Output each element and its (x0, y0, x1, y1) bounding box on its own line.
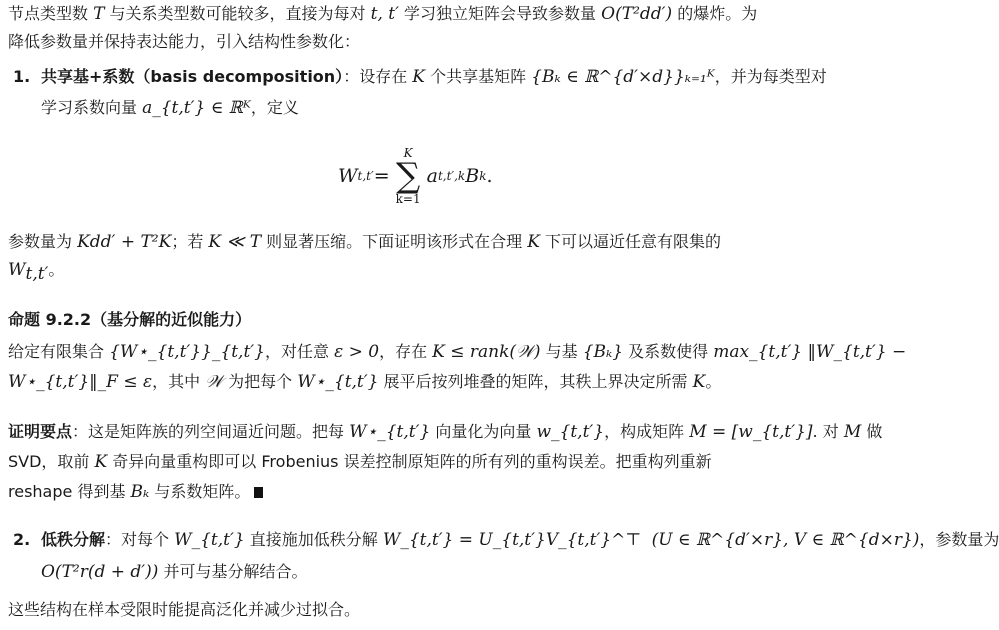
math-big-o: O(T²dd′) (601, 4, 673, 24)
eq-basis: B (465, 165, 480, 187)
eq-period: . (486, 165, 493, 187)
text: ，其中 (152, 372, 206, 391)
text: ；若 (171, 232, 209, 251)
intro-line-1 (8, 2, 837, 26)
eq-lhs: W (338, 165, 358, 187)
text: 向量化为向量 (430, 422, 537, 441)
text: 做 (861, 422, 883, 441)
sum-upper-limit: K (403, 146, 413, 160)
proposition-title: 命题 9.2.2（基分解的近似能力） (8, 310, 252, 329)
math-w: w_{t,t′} (536, 422, 605, 442)
math-spaces: (U ∈ ℝ^{d′×r}, V ∈ ℝ^{d×r}) (651, 530, 920, 550)
math-rank: K ≤ rank(𝒲) (432, 342, 541, 362)
text: ，存在 (379, 342, 433, 361)
eq-equals: = (373, 165, 390, 187)
text: ：这是矩阵族的列空间逼近问题。把每 (72, 422, 350, 441)
text: ，参数量为 (919, 530, 999, 549)
text: SVD，取前 (8, 452, 95, 471)
item-2-number: 2. (13, 530, 31, 549)
math-condition: K ≪ T (208, 232, 262, 252)
text: 。 (48, 260, 65, 279)
item-1-line-1 (41, 65, 837, 89)
proof-line-2 (8, 450, 837, 474)
item-1-title: 共享基+系数（basis decomposition） (41, 67, 344, 86)
text: 及系数使得 (623, 342, 714, 361)
math-W: W (8, 260, 26, 280)
proof-line-1 (8, 420, 883, 444)
text: . 对 (812, 422, 844, 441)
text: ，并为每类型对 (714, 67, 827, 86)
math-set: {W⋆_{t,t′}}_{t,t′} (109, 342, 265, 362)
text: 并可与基分解结合。 (158, 562, 308, 581)
text: 与系数矩阵。 (149, 482, 251, 501)
params-line-2 (8, 258, 837, 286)
conclusion: 这些结构在样本受限时能提高泛化并减少过拟合。 (8, 600, 361, 619)
text: 节点类型数 (8, 4, 94, 23)
eq-coef: a (426, 165, 438, 187)
text: ，对任意 (264, 342, 335, 361)
intro-line-2: 降低参数量并保持表达能力，引入结构性参数化： (8, 32, 361, 51)
text: 个共享基矩阵 (424, 67, 532, 86)
math-max: max_{t,t′} ‖W_{t,t′} − (713, 342, 907, 362)
proof-line-3 (8, 480, 837, 504)
qed-icon (254, 487, 263, 498)
text: 奇异向量重构即可以 Frobenius 误差控制原矩阵的所有列的重构误差。把重构列重新 (107, 452, 712, 471)
text: ：对每个 (105, 530, 175, 549)
item-2-title: 低秩分解 (41, 530, 106, 549)
item-1-number: 1. (13, 67, 31, 86)
eq-coef-sub: t,t′,k (437, 169, 466, 183)
params-line-1 (8, 230, 837, 254)
math-bk: Bₖ (130, 482, 150, 502)
text: 与关系类型数可能较多，直接为每对 (104, 4, 371, 23)
math-K: K (692, 372, 706, 392)
text: 展平后按列堆叠的矩阵，其秩上界决定所需 (378, 372, 693, 391)
text: 的爆炸。为 (672, 4, 758, 23)
sum-lower-limit: k=1 (395, 192, 421, 206)
text: reshape 得到基 (8, 482, 131, 501)
math-bk: {Bₖ} (582, 342, 624, 362)
math-decomp: W_{t,t′} = U_{t,t′}V_{t,t′}^⊤ (382, 530, 642, 550)
text: 学习系数向量 (41, 98, 143, 117)
math-wstar: W⋆_{t,t′} (297, 372, 379, 392)
math-W: W_{t,t′} (174, 530, 245, 550)
math-calW: 𝒲 (205, 372, 224, 392)
text: 则显著压缩。下面证明该形式在合理 (261, 232, 528, 251)
math-pair: t, t′ (370, 4, 399, 24)
math-K: K (412, 67, 425, 87)
text: 为把每个 (223, 372, 298, 391)
proposition-line-1 (8, 340, 907, 364)
text: 与基 (540, 342, 583, 361)
display-equation (0, 138, 845, 214)
text: ：设存在 (343, 67, 413, 86)
summation (396, 146, 421, 206)
math-K: K (94, 452, 108, 472)
item-1-line-2 (41, 96, 837, 120)
math-basis-set: {Bₖ ∈ ℝ^{d′×d}}ₖ₌₁ᴷ (531, 67, 715, 87)
math-M: M (843, 422, 862, 442)
text: 直接施加低秩分解 (244, 530, 383, 549)
proof-label: 证明要点 (8, 422, 73, 441)
math-eps: ε > 0 (334, 342, 380, 362)
sum-symbol: ∑ (395, 156, 421, 196)
text: 参数量为 (8, 232, 78, 251)
text: ，定义 (250, 98, 299, 117)
text: 学习独立矩阵会导致参数量 (398, 4, 602, 23)
math-M: M = [w_{t,t′}] (689, 422, 813, 442)
text: 给定有限集合 (8, 342, 110, 361)
text: 下可以逼近任意有限集的 (539, 232, 722, 251)
item-2-line-1 (41, 528, 999, 552)
math-norm: W⋆_{t,t′}‖_F ≤ ε (8, 372, 153, 392)
math-K: K (527, 232, 540, 252)
item-2-line-2 (41, 560, 837, 584)
math-wstar: W⋆_{t,t′} (349, 422, 431, 442)
proposition-line-2 (8, 370, 837, 394)
text: 。 (705, 372, 722, 391)
math-coef: a_{t,t′} ∈ ℝᴷ (142, 98, 251, 118)
text: ，构成矩阵 (604, 422, 690, 441)
eq-lhs-sub: t,t′ (357, 169, 374, 183)
math-big-o: O(T²r(d + d′)) (41, 562, 159, 582)
math-W-sub: t,t′ (25, 264, 49, 285)
math-param-count: Kdd′ + T²K (77, 232, 172, 252)
eq-basis-sub: k (479, 169, 487, 183)
math-T: T (93, 4, 105, 24)
